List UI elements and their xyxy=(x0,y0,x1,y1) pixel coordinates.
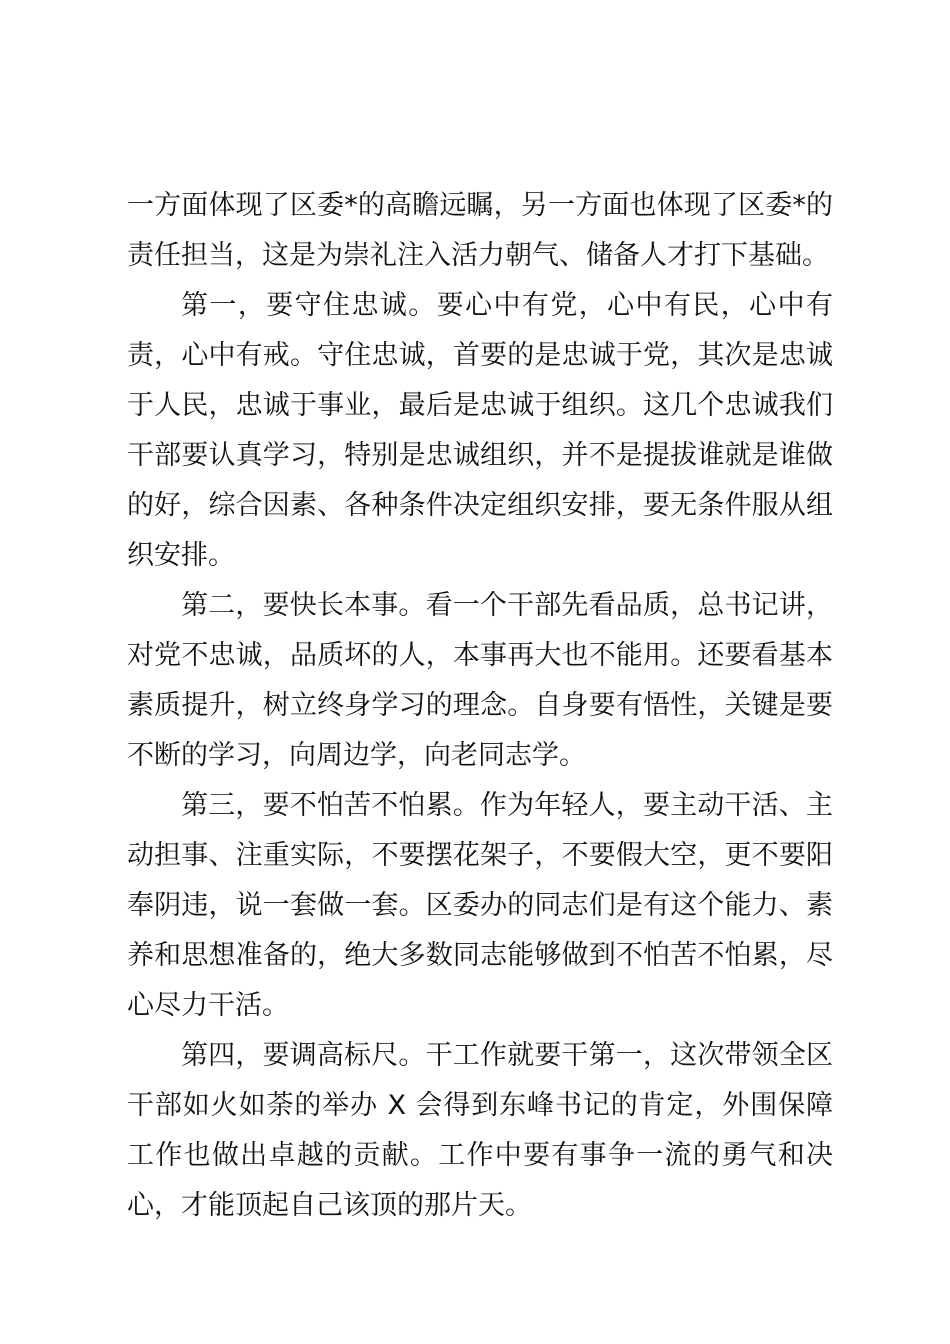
paragraph-high-standards: 第四，要调高标尺。干工作就要干第一，这次带领全区干部如火如荼的举办 X 会得到东峰书记的肯定，外围保障工作也做出卓越的贡献。工作中要有事争一流的勇气和决心，才能顶起自己该顶的那片天。 xyxy=(127,1040,833,1221)
paragraph-hard-work: 第三，要不怕苦不怕累。作为年轻人，要主动干活、主动担事、注重实际，不要摆花架子，不要假大空，更不要阳奉阴违，说一套做一套。区委办的同志们是有这个能力、素养和思想准备的，绝大多数同志能够做到不怕苦不怕累，尽心尽力干活。 xyxy=(127,790,833,1021)
paragraph-loyalty: 第一，要守住忠诚。要心中有党，心中有民，心中有责，心中有戒。守住忠诚，首要的是忠诚于党，其次是忠诚于人民，忠诚于事业，最后是忠诚于组织。这几个忠诚我们干部要认真学习，特别是忠诚组织，并不是提拔谁就是谁做的好，综合因素、各种条件决定组织安排，要无条件服从组织安排。 xyxy=(127,290,833,571)
document-body xyxy=(127,181,833,1231)
paragraph-skills: 第二，要快长本事。看一个干部先看品质，总书记讲，对党不忠诚，品质坏的人，本事再大也不能用。还要看基本素质提升，树立终身学习的理念。自身要有悟性，关键是要不断的学习，向周边学，向老同志学。 xyxy=(127,590,833,771)
paragraph-continuation: 一方面体现了区委*的高瞻远瞩，另一方面也体现了区委*的责任担当，这是为崇礼注入活力朝气、储备人才打下基础。 xyxy=(127,190,833,271)
